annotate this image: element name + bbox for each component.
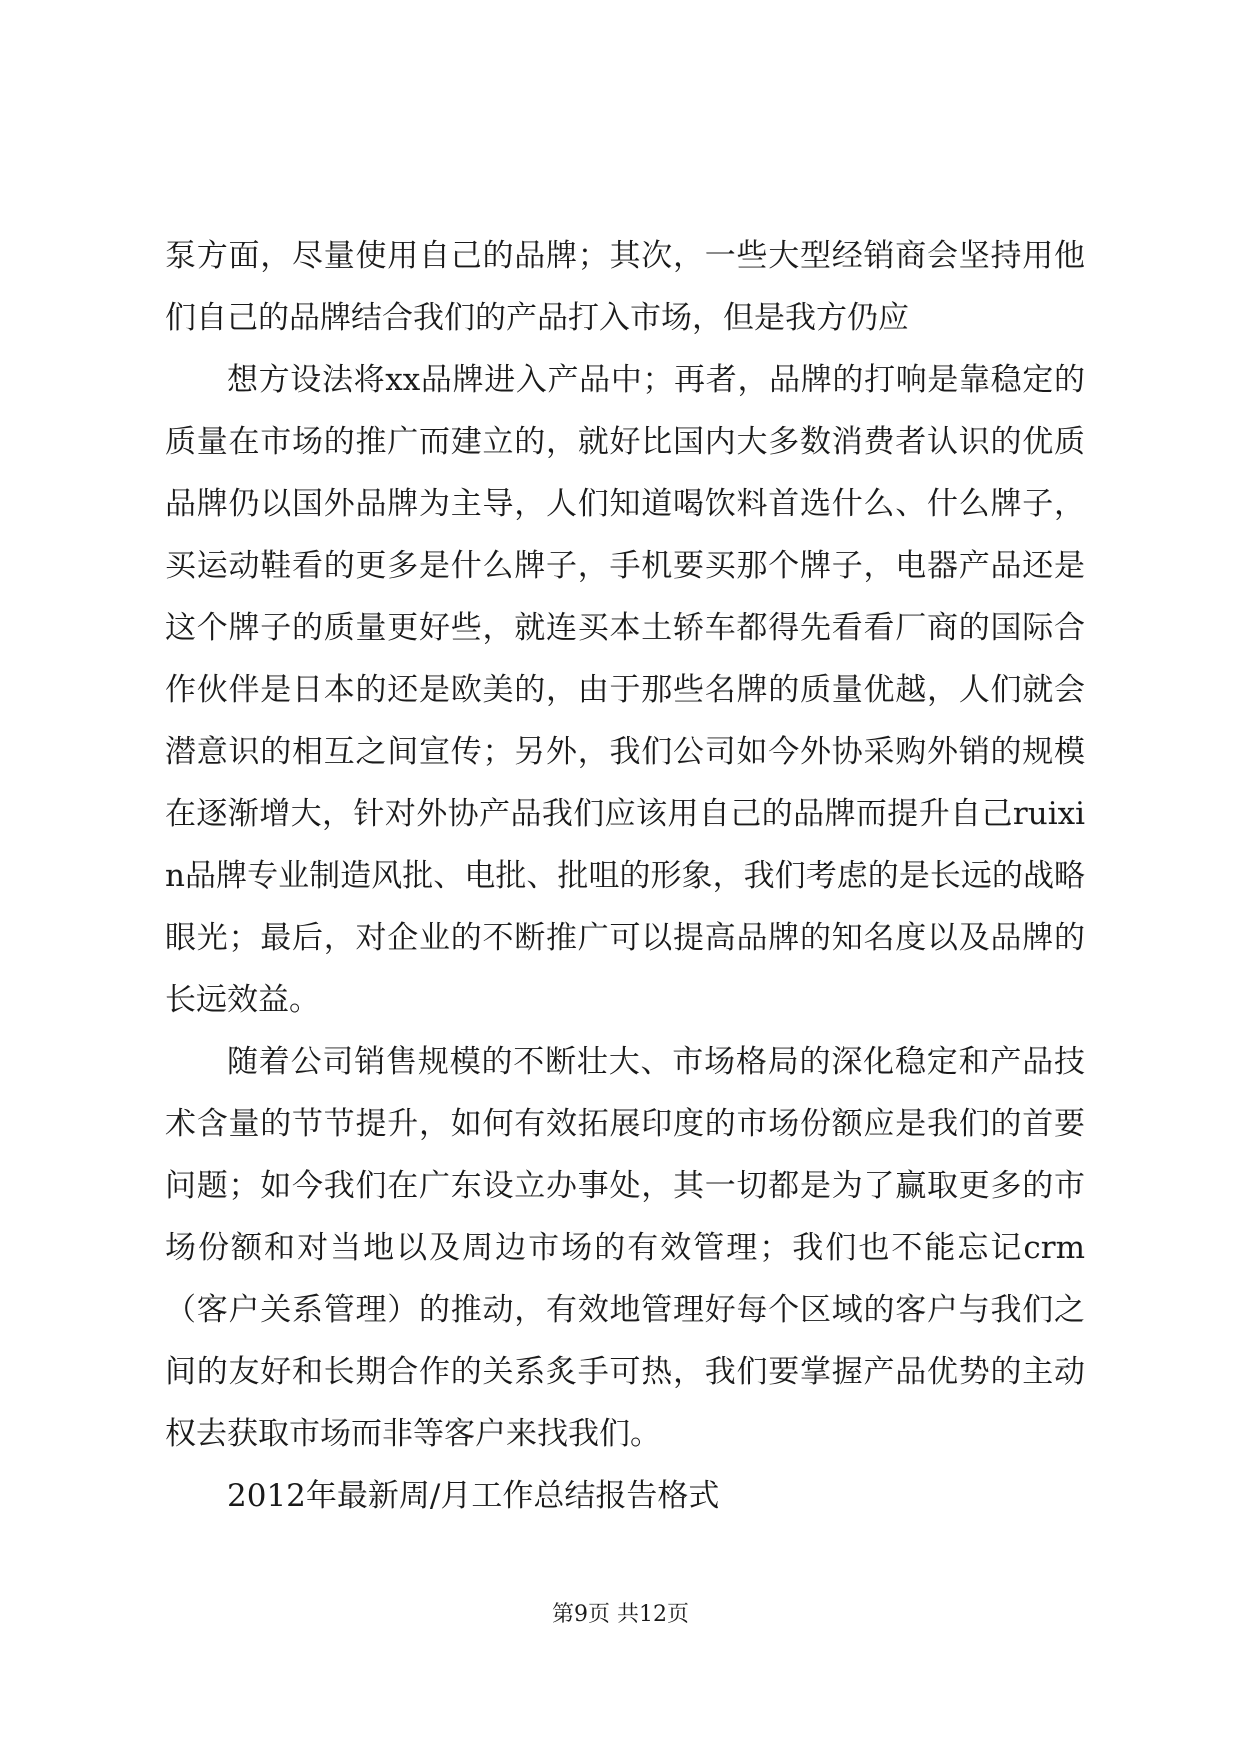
paragraph-2: 想方设法将xx品牌进入产品中；再者，品牌的打响是靠稳定的质量在市场的推广而建立的，就好比国内大多数消费者认识的优质品牌仍以国外品牌为主导，人们知道喝饮料首选什么、什么牌子，买运动鞋看的更多是什么牌子，手机要买那个牌子，电器产品还是这个牌子的质量更好些，就连买本土轿车都得先看看厂商的国际合作伙伴是日本的还是欧美的，由于那些名牌的质量优越，人们就会潜意识的相互之间宣传；另外，我们公司如今外协采购外销的规模在逐渐增大，针对外协产品我们应该用自己的品牌而提升自己ruixin品牌专业制造风批、电批、批咀的形象，我们考虑的是长远的战略眼光；最后，对企业的不断推广可以提高品牌的知名度以及品牌的长远效益。 [165,362,1085,1018]
paragraph-1: 泵方面，尽量使用自己的品牌；其次，一些大型经销商会坚持用他们自己的品牌结合我们的产品打入市场，但是我方仍应 [165,238,1085,336]
paragraph-4: 2012年最新周/月工作总结报告格式 [227,1478,720,1514]
document-body [165,225,1085,1527]
paragraph-3: 随着公司销售规模的不断壮大、市场格局的深化稳定和产品技术含量的节节提升，如何有效拓展印度的市场份额应是我们的首要问题；如今我们在广东设立办事处，其一切都是为了赢取更多的市场份额和对当地以及周边市场的有效管理；我们也不能忘记crm（客户关系管理）的推动，有效地管理好每个区域的客户与我们之间的友好和长期合作的关系炙手可热，我们要掌握产品优势的主动权去获取市场而非等客户来找我们。 [165,1044,1085,1452]
page-footer: 第9页 共12页 [552,1602,689,1627]
